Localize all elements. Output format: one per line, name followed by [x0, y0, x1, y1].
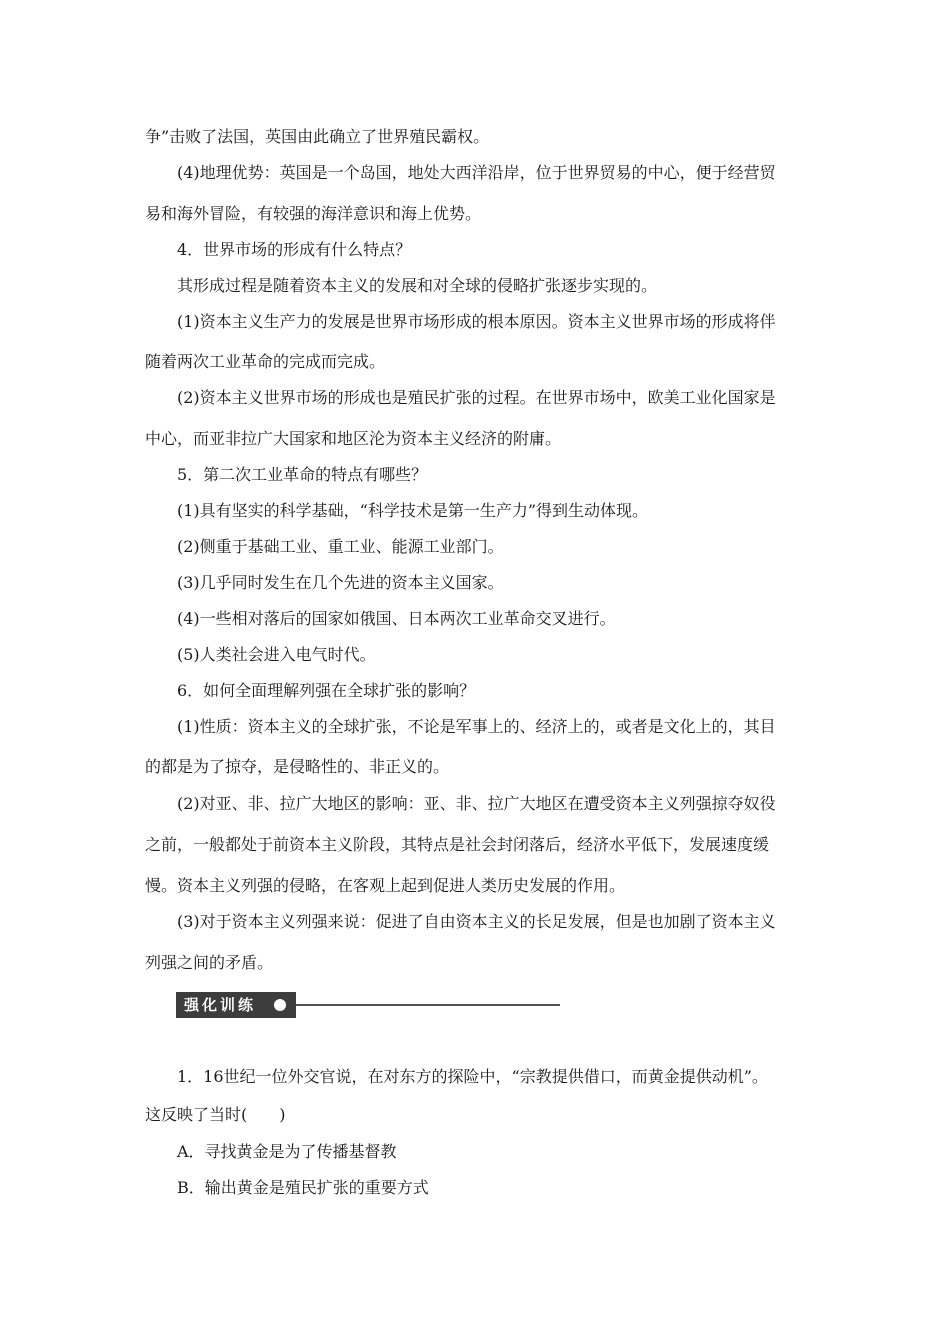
section-heading: 5．第二次工业革命的特点有哪些？ [177, 465, 428, 484]
text-line: (2)资本主义世界市场的形成也是殖民扩张的过程。在世界市场中，欧美工业化国家是 [177, 388, 776, 407]
text-line: 其形成过程是随着资本主义的发展和对全球的侵略扩张逐步实现的。 [177, 276, 658, 295]
text-line: 争”击败了法国，英国由此确立了世界殖民霸权。 [145, 127, 490, 146]
question-stem-continued: 这反映了当时( ) [145, 1105, 286, 1124]
text-line: (1)资本主义生产力的发展是世界市场形成的根本原因。资本主义世界市场的形成将伴 [177, 312, 776, 331]
answer-option-a: A．寻找黄金是为了传播基督教 [177, 1142, 397, 1161]
question-stem: 1．16世纪一位外交官说，在对东方的探险中，“宗教提供借口，而黄金提供动机”。 [177, 1067, 768, 1086]
text-line: 中心，而亚非拉广大国家和地区沦为资本主义经济的附庸。 [145, 429, 562, 448]
text-line: (5)人类社会进入电气时代。 [177, 645, 376, 664]
text-line: (4)地理优势：英国是一个岛国，地处大西洋沿岸，位于世界贸易的中心，便于经营贸 [177, 163, 776, 182]
section-banner [176, 992, 560, 1018]
answer-option-b: B．输出黄金是殖民扩张的重要方式 [177, 1178, 429, 1197]
section-heading: 6．如何全面理解列强在全球扩张的影响？ [177, 681, 476, 700]
text-line: (1)性质：资本主义的全球扩张，不论是军事上的、经济上的，或者是文化上的，其目 [177, 717, 776, 736]
text-line: (4)一些相对落后的国家如俄国、日本两次工业革命交叉进行。 [177, 609, 616, 628]
text-line: 的都是为了掠夺，是侵略性的、非正义的。 [145, 757, 450, 776]
text-line: 易和海外冒险，有较强的海洋意识和海上优势。 [145, 204, 482, 223]
bullet-dot-icon [274, 999, 286, 1011]
banner-rule [296, 1004, 560, 1006]
text-line: 列强之间的矛盾。 [145, 953, 274, 972]
banner-label: 强化训练 [184, 996, 257, 1014]
text-line: (2)侧重于基础工业、重工业、能源工业部门。 [177, 537, 504, 556]
text-line: (2)对亚、非、拉广大地区的影响：亚、非、拉广大地区在遭受资本主义列强掠夺奴役 [177, 794, 776, 813]
text-line: 慢。资本主义列强的侵略，在客观上起到促进人类历史发展的作用。 [145, 876, 626, 895]
section-heading: 4．世界市场的形成有什么特点？ [177, 240, 412, 259]
text-line: (3)对于资本主义列强来说：促进了自由资本主义的长足发展，但是也加剧了资本主义 [177, 912, 776, 931]
text-line: (3)几乎同时发生在几个先进的资本主义国家。 [177, 573, 504, 592]
text-line: (1)具有坚实的科学基础，“科学技术是第一生产力”得到生动体现。 [177, 501, 649, 520]
text-line: 之前，一般都处于前资本主义阶段，其特点是社会封闭落后，经济水平低下，发展速度缓 [145, 835, 770, 854]
text-line: 随着两次工业革命的完成而完成。 [145, 352, 386, 371]
